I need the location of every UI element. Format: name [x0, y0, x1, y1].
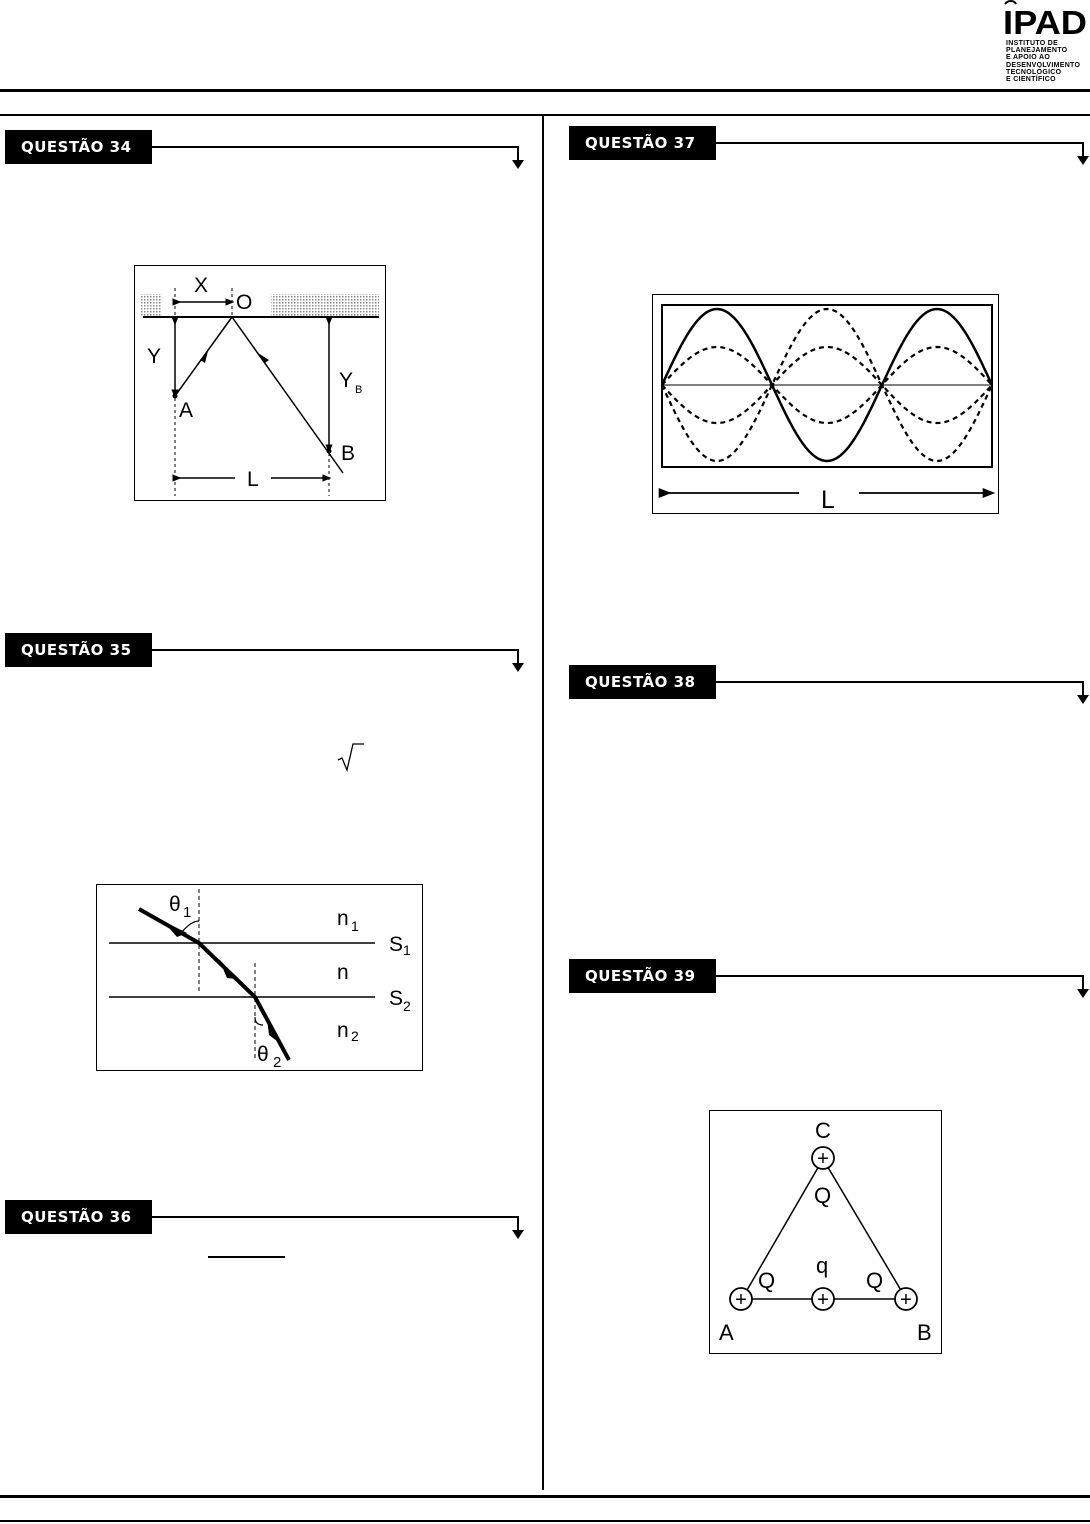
question-label: QUESTÃO 38 — [569, 665, 716, 699]
mirror-hatch-right — [271, 294, 379, 316]
label-c: C — [815, 1118, 831, 1143]
label-l: L — [821, 486, 835, 513]
n1-label: n — [337, 907, 349, 930]
charge-center — [812, 1288, 834, 1311]
arrow-down-icon — [1077, 156, 1089, 165]
theta1-label: θ — [169, 893, 181, 916]
fraction-bar — [208, 1256, 285, 1258]
logo-line: E CIENTÍFICO — [1006, 76, 1056, 84]
logo-subtitle — [1006, 40, 1080, 83]
charge-a — [730, 1288, 752, 1311]
logo-line: E APOIO AO — [1006, 54, 1051, 62]
n1-sub: 1 — [351, 918, 359, 934]
svg-text:+: + — [735, 1289, 747, 1311]
arrow-down-icon — [512, 1230, 524, 1239]
header-line-drop — [1082, 681, 1084, 695]
header-line — [152, 649, 519, 651]
arrow-down-icon — [512, 160, 524, 169]
s1-label: S — [389, 933, 404, 956]
string-frame — [662, 305, 992, 467]
header-line — [716, 975, 1084, 977]
charges-triangle-figure — [709, 1110, 942, 1354]
n2-label: n — [337, 1019, 349, 1042]
arrow-down-icon — [1077, 695, 1089, 704]
header-line — [716, 681, 1084, 683]
standing-wave-figure — [652, 294, 999, 514]
mirror-diagram — [135, 266, 385, 500]
light-ray — [139, 909, 289, 1060]
label-yb: Y — [339, 369, 354, 392]
label-y: Y — [147, 345, 162, 368]
square-root-icon — [336, 742, 366, 772]
header-rule-thin — [0, 114, 1090, 116]
logo-line: TECNOLÓGICO — [1006, 68, 1062, 76]
theta2-sub: 2 — [273, 1054, 282, 1070]
question-label: QUESTÃO 35 — [5, 633, 152, 667]
label-q-left: Q — [758, 1268, 776, 1293]
standing-wave-diagram — [653, 295, 998, 513]
ipad-logo — [1002, 0, 1090, 90]
label-q-right: Q — [866, 1268, 884, 1293]
logo-mark — [1002, 0, 1090, 40]
label-x: X — [194, 274, 209, 297]
column-divider — [542, 116, 544, 1490]
refraction-figure — [96, 884, 423, 1071]
header-line-drop — [517, 146, 519, 160]
logo-line: PLANEJAMENTO — [1006, 47, 1068, 55]
n2-sub: 2 — [351, 1028, 359, 1044]
svg-text:+: + — [900, 1289, 912, 1311]
label-b: B — [341, 442, 356, 465]
label-q-top: Q — [814, 1183, 832, 1208]
svg-text:+: + — [817, 1148, 829, 1170]
s2-label: S — [389, 987, 404, 1010]
label-b: B — [917, 1320, 932, 1345]
svg-text:+: + — [817, 1289, 829, 1311]
header-line — [716, 142, 1084, 144]
footer-rule — [0, 1495, 1090, 1498]
header-rule — [0, 89, 1090, 92]
header-line-drop — [517, 1216, 519, 1230]
logo-line: INSTITUTO DE — [1006, 40, 1059, 47]
label-l: L — [247, 468, 259, 491]
label-a: A — [719, 1320, 734, 1345]
reflected-ray — [232, 317, 343, 473]
logo-line: DESENVOLVIMENTO — [1006, 61, 1081, 69]
question-label: QUESTÃO 36 — [5, 1200, 152, 1234]
label-a: A — [179, 399, 194, 422]
question-label: QUESTÃO 34 — [5, 130, 152, 164]
mirror-reflection-figure — [134, 265, 386, 501]
logo-wordmark: IPAD — [1003, 4, 1087, 40]
charge-c — [812, 1147, 834, 1170]
label-q-small: q — [816, 1253, 829, 1278]
label-o: O — [236, 291, 253, 314]
s2-sub: 2 — [403, 998, 411, 1014]
header-line — [152, 146, 519, 148]
s1-sub: 1 — [403, 942, 411, 958]
charges-diagram — [710, 1111, 941, 1353]
theta2-label: θ — [257, 1043, 269, 1066]
charge-b — [895, 1288, 917, 1311]
refraction-diagram — [97, 885, 422, 1070]
theta1-sub: 1 — [183, 904, 192, 921]
header-line-drop — [517, 649, 519, 663]
footer-rule-thin — [0, 1520, 1090, 1522]
header-line — [152, 1216, 519, 1218]
header-line-drop — [1082, 975, 1084, 989]
arrow-down-icon — [1077, 989, 1089, 998]
question-label: QUESTÃO 39 — [569, 959, 716, 993]
label-yb-sub: B — [355, 384, 363, 396]
n-label: n — [337, 961, 349, 984]
question-label: QUESTÃO 37 — [569, 126, 716, 160]
mirror-hatch-left — [141, 294, 161, 316]
header-line-drop — [1082, 142, 1084, 156]
arrow-down-icon — [512, 663, 524, 672]
